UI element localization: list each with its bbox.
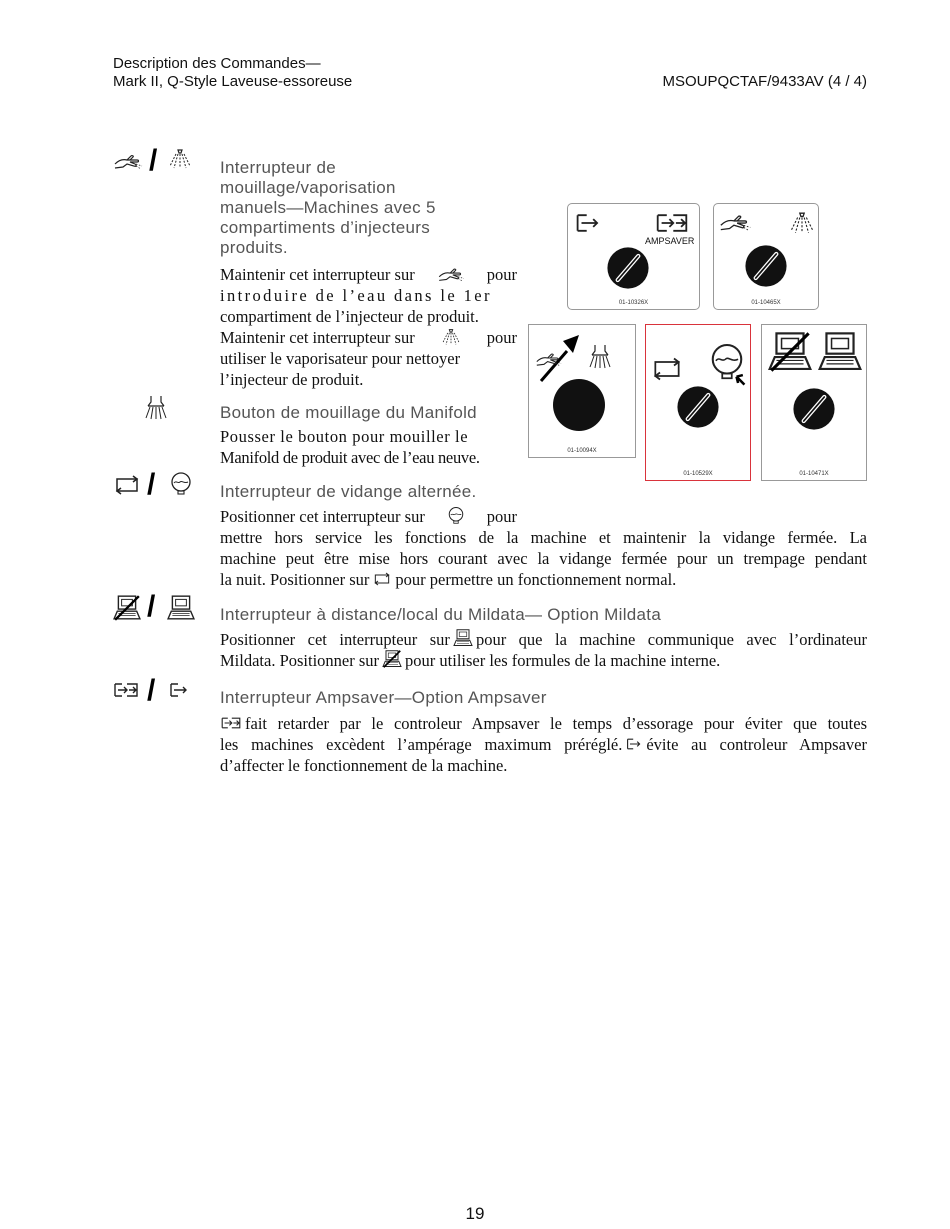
- text: pour: [486, 265, 517, 284]
- title-line: mouillage/vaporisation: [220, 178, 396, 197]
- part-code: 01-10094X: [567, 448, 597, 454]
- alternate-drain-icon: [372, 571, 392, 587]
- spray-icon: [790, 208, 814, 238]
- ampsaver-panel: [567, 203, 700, 310]
- manual-switch-description: [220, 264, 517, 390]
- ampsaver-switch-icons: [113, 674, 195, 708]
- hand-water-icon: [718, 210, 752, 234]
- text: Positionner cet interrupteur sur: [220, 630, 450, 649]
- body-line: d’affecter le fonctionnement de la machine.: [220, 756, 508, 775]
- title-line: produits.: [220, 238, 288, 257]
- page-number: 19: [465, 1204, 485, 1223]
- body-line: [220, 734, 867, 755]
- spray-icon: [169, 148, 193, 172]
- alternate-drain-icon: [113, 473, 141, 497]
- title-line: Interrupteur de: [220, 158, 337, 177]
- title-line: compartiments d’injecteurs: [220, 218, 430, 237]
- manual-switch-icons: [113, 146, 193, 178]
- mildata-switch-panel: [761, 324, 867, 481]
- header-section-title: Description des Commandes—: [113, 55, 321, 72]
- remote-computer-icon: [382, 650, 402, 668]
- text: fait retarder par le controleur Ampsaver le temps d’essorage pour éviter que toutes: [245, 714, 867, 733]
- text: évite au controleur Ampsaver: [646, 735, 867, 754]
- part-code: 01-10471X: [799, 471, 829, 477]
- body-line: introduire de l’eau dans le 1er: [220, 286, 492, 305]
- ampsaver-on-icon: [113, 680, 141, 700]
- body-line: Manifold de produit avec de l’eau neuve.: [220, 448, 480, 467]
- body-line: utiliser le vaporisateur pour nettoyer: [220, 349, 461, 368]
- drain-switch-title: Interrupteur de vidange alternée.: [220, 482, 477, 501]
- body-line: compartiment de l’injecteur de produit.: [220, 307, 479, 326]
- text: Positionner cet interrupteur sur: [220, 507, 425, 526]
- ampsaver-switch-title: Interrupteur Ampsaver—Option Ampsaver: [220, 688, 547, 707]
- local-computer-icon: [167, 595, 195, 621]
- push-button: [553, 379, 605, 431]
- manifold-button-description: [220, 426, 517, 468]
- local-computer-icon: [453, 629, 473, 647]
- header-document-code: MSOUPQCTAF/9433AV (4 / 4): [662, 73, 867, 90]
- part-code: 01-10326X: [618, 300, 649, 306]
- mildata-switch-title: Interrupteur à distance/local du Mildata— Option Mildata: [220, 605, 662, 624]
- manifold-push-arrow-icon: [533, 329, 633, 387]
- drain-switch-icons: [113, 468, 193, 502]
- body-line: l’injecteur de produit.: [220, 370, 364, 389]
- part-code: 01-10465X: [751, 300, 781, 306]
- text: pour permettre un fonctionnement normal.: [395, 570, 677, 589]
- remote-computer-icon: [113, 595, 141, 621]
- body-line: Pousser le bouton pour mouiller le: [220, 427, 469, 446]
- mildata-switch-icons: [113, 590, 195, 624]
- ampsaver-off-icon: [169, 680, 191, 700]
- text: pour: [486, 328, 517, 347]
- header-left: [113, 55, 352, 91]
- hand-water-icon: [437, 264, 465, 284]
- header-product-title: Mark II, Q-Style Laveuse-essoreuse: [113, 73, 353, 90]
- text: les machines excèdent l’ampérage maximum préréglé.: [220, 735, 623, 754]
- slash-separator: /: [147, 674, 156, 707]
- hand-water-icon: [113, 150, 143, 172]
- title-line: manuels—Machines avec 5: [220, 198, 436, 217]
- body-line: [220, 713, 867, 734]
- text: Maintenir cet interrupteur sur: [220, 265, 415, 284]
- local-computer-icon: [818, 331, 862, 373]
- text: Maintenir cet interrupteur sur: [220, 328, 415, 347]
- ampsaver-on-icon: [220, 715, 242, 731]
- manifold-spray-icon: [145, 394, 169, 420]
- body-line: mettre hors service les fonctions de la machine et maintenir la vidange fermée. La: [220, 528, 867, 547]
- spray-icon: [442, 327, 460, 347]
- text: pour utiliser les formules de la machine interne.: [405, 651, 721, 670]
- selector-knob: [674, 383, 722, 431]
- ampsaver-off-icon: [572, 210, 604, 236]
- ampsaver-switch-description: [220, 713, 867, 776]
- drain-switch-description: [220, 506, 867, 590]
- manifold-button-title: Bouton de mouillage du Manifold: [220, 403, 477, 422]
- drain-closed-icon: [447, 506, 465, 524]
- mildata-switch-description: [220, 629, 867, 671]
- selector-knob: [742, 242, 790, 290]
- body-line: [220, 629, 867, 650]
- body-line: [220, 569, 867, 590]
- remote-computer-icon: [768, 331, 812, 373]
- body-line: [220, 650, 867, 671]
- text: pour que la machine communique avec l’ordinateur: [475, 630, 868, 649]
- slash-separator: /: [149, 144, 158, 177]
- ampsaver-label: AMPSAVER: [645, 236, 695, 246]
- slash-separator: /: [147, 468, 156, 501]
- selector-knob: [790, 385, 838, 433]
- text: la nuit. Positionner sur: [220, 570, 370, 589]
- ampsaver-on-icon: [650, 210, 694, 236]
- drain-closed-icon: [708, 341, 746, 387]
- manifold-button-panel: [528, 324, 636, 458]
- drain-switch-panel: [645, 324, 751, 481]
- body-line: machine peut être mise hors courant avec la vidange fermée pour un trempage pendant: [220, 549, 867, 568]
- drain-closed-icon: [169, 471, 193, 495]
- manual-switch-title: [220, 158, 520, 258]
- body-line: [220, 506, 517, 527]
- control-panel-figure: [527, 200, 869, 485]
- text: pour: [486, 507, 517, 526]
- manual-switch-panel: [713, 203, 819, 310]
- body-line: [220, 264, 517, 285]
- text: Mildata. Positionner sur: [220, 651, 380, 670]
- body-line: [220, 327, 517, 348]
- ampsaver-off-icon: [625, 736, 643, 752]
- selector-knob: [604, 244, 652, 292]
- alternate-drain-icon: [650, 355, 684, 383]
- slash-separator: /: [147, 590, 156, 623]
- part-code: 01-10529X: [683, 471, 713, 477]
